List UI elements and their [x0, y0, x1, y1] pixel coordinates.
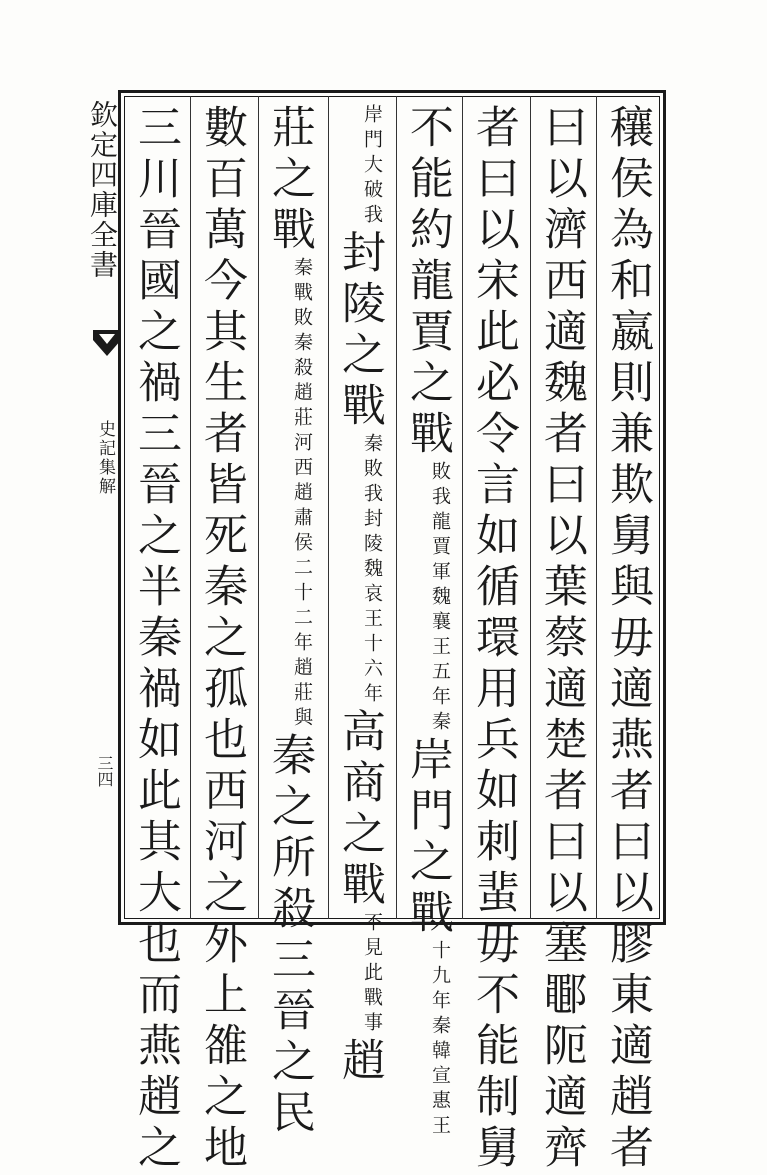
commentary-line: 趙肅侯二十二年趙莊與	[291, 482, 313, 732]
main-text: 趙	[334, 1037, 385, 1088]
commentary-line: 岸門	[361, 104, 383, 154]
commentary	[361, 433, 383, 708]
text-column-5	[334, 104, 385, 1088]
page-number: 三四	[95, 755, 114, 787]
text-column-1: 穰侯為和嬴則兼欺舅與毋適燕者曰以膠東適趙者	[602, 104, 653, 1175]
text-column-8: 三川晉國之禍三晉之半秦禍如此其大也而燕趙之	[130, 104, 181, 1175]
fish-tail-mark-icon	[93, 330, 121, 356]
commentary	[429, 461, 451, 736]
text-column-6	[264, 104, 315, 1140]
column-rule	[396, 96, 397, 919]
commentary	[361, 104, 383, 229]
commentary-line: 秦敗我封陵	[361, 433, 383, 558]
text-column-7: 數百萬今其生者皆死秦之孤也西河之外上雒之地	[196, 104, 247, 1175]
commentary	[291, 257, 313, 732]
commentary	[429, 940, 451, 1140]
column-rule	[530, 96, 531, 919]
commentary	[361, 912, 383, 1037]
text-column-3: 者曰以宋此必令言如循環用兵如刺蜚毋不能制舅	[468, 104, 519, 1175]
commentary-line: 十九年秦	[429, 940, 451, 1040]
column-rule	[190, 96, 191, 919]
commentary-line: 韓宣惠王	[429, 1040, 451, 1140]
column-rule	[596, 96, 597, 919]
commentary-line: 魏哀王十六年	[361, 558, 383, 708]
main-text: 不能約龍賈之戰	[402, 104, 453, 461]
commentary-line: 大破我	[361, 154, 383, 229]
commentary-line: 此戰事	[361, 962, 383, 1037]
column-rule	[258, 96, 259, 919]
library-title: 欽定四庫全書	[86, 100, 119, 280]
text-column-4	[402, 104, 453, 1140]
main-text: 莊之戰	[264, 104, 315, 257]
column-rule	[328, 96, 329, 919]
commentary-line: 不見	[361, 912, 383, 962]
book-title: 史記集解	[95, 420, 115, 496]
text-column-2: 曰以濟西適魏者曰以葉蔡適楚者曰以塞鄳阨適齊	[536, 104, 587, 1175]
main-text: 岸門之戰	[402, 736, 453, 940]
commentary-line: 秦戰敗秦殺趙莊河西	[291, 257, 313, 482]
column-rule	[462, 96, 463, 919]
main-text: 高商之戰	[334, 708, 385, 912]
commentary-line: 敗我龍賈軍	[429, 461, 451, 586]
commentary-line: 魏襄王五年秦	[429, 586, 451, 736]
main-text: 秦之所殺三晉之民	[264, 732, 315, 1140]
main-text: 封陵之戰	[334, 229, 385, 433]
